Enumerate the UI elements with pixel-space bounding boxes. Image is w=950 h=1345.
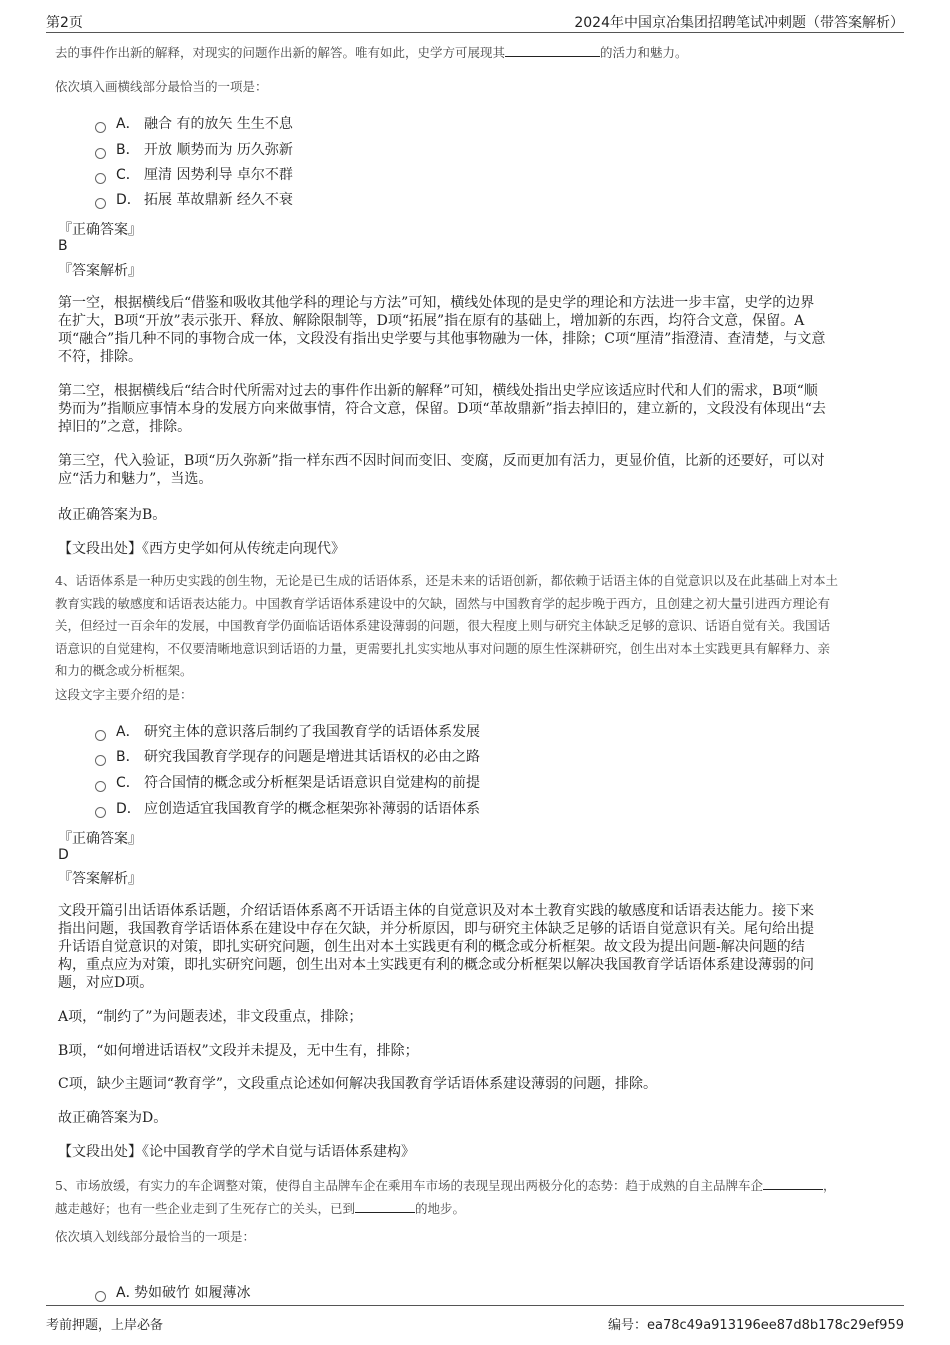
text-line: 项“融合”指几种不同的事物合成一体，文段没有指出史学要与其他事物融为一体，排除；C项“厘清”指澄清、查清楚，与文意 [58,331,826,347]
text-line: 4、话语体系是一种历史实践的创生物，无论是已生成的话语体系，还是未来的话语创新，都依赖于话语主体的自觉意识以及在此基础上对本土 [55,573,838,588]
option-text: 开放 顺势而为 历久弥新 [144,142,293,158]
text-line: 教育实践的敏感度和话语表达能力。中国教育学话语体系建设中的欠缺，固然与中国教育学的起步晚于西方，且创建之初大量引进西方理论有 [55,595,831,611]
text-line: 构，重点应为对策，即扎实研究问题，创生出对本土实践更有利的概念或分析框架以解决我国教育学话语体系建设薄弱的问 [58,957,814,973]
blank-line [505,44,600,57]
option-text: 融合 有的放矢 生生不息 [144,116,293,132]
text-line: 第一空，根据横线后“借鉴和吸收其他学科的理论与方法”可知，横线处体现的是史学的理论和方法进一步丰富，史学的边界 [58,295,815,311]
text-line: 关，但经过一百余年的发展，中国教育学仍面临话语体系建设薄弱的问题，很大程度上则与研究主体缺乏足够的意识、话语自觉有关。我国话 [55,618,831,633]
q4-stem [55,570,838,683]
q4-option-d[interactable] [95,799,480,819]
stem-text: 的地步。 [415,1200,466,1216]
document-title: 2024年中国京冶集团招聘笔试冲刺题（带答案解析） [574,15,904,31]
q3-option-b[interactable] [95,140,293,160]
option-letter: A． [116,116,140,132]
q3-source: 【文段出处】《西方史学如何从传统走向现代》 [58,541,345,557]
option-letter: C． [116,167,140,183]
stem-text: ， [822,1178,836,1193]
radio-icon[interactable] [95,198,106,209]
q3-conclusion: 故正确答案为B。 [58,507,167,523]
q3-tail-end: 的活力和魅力。 [600,45,688,60]
text-line [55,1198,835,1221]
q3-analysis-1 [58,294,825,366]
option-letter: B． [116,749,140,765]
radio-icon[interactable] [95,755,106,766]
text-line: 题，对应D项。 [58,975,154,991]
text-line: 语意识的自觉建构，不仅要清晰地意识到话语的力量，更需要扎扎实实地从事对问题的原生性深耕研究，创生出对本土实践更具有解释力、亲 [55,640,831,656]
q5-stem [55,1175,835,1220]
page-footer [46,1305,904,1334]
q3-analysis-2 [58,382,826,436]
q4-option-a-note: A项，“制约了”为问题表述，非文段重点，排除； [58,1009,363,1025]
text-line: 和力的概念或分析框架。 [55,663,193,678]
text-line: 不符，排除。 [58,349,142,365]
serial-label: 编号： [607,1318,647,1333]
radio-icon[interactable] [95,173,106,184]
option-text: 符合国情的概念或分析框架是话语意识自觉建构的前提 [144,775,480,791]
text-line: 文段开篇引出话语体系话题，介绍话语体系离不开话语主体的自觉意识及对本土教育实践的敏感度和话语表达能力。接下来 [58,903,814,919]
option-text: 势如破竹 如履薄冰 [134,1285,251,1301]
text-line: 第二空，根据横线后“结合时代所需对过去的事件作出新的解释”可知，横线处指出史学应该适应时代和人们的需求，B项“顺 [58,383,818,399]
option-letter: D． [116,801,141,817]
q3-analysis-3 [58,452,825,488]
option-letter: C． [116,775,140,791]
q4-conclusion: 故正确答案为D。 [58,1110,168,1126]
q4-answer-label: 『正确答案』 [58,831,142,847]
option-letter: D． [116,192,141,208]
radio-icon[interactable] [95,148,106,159]
radio-icon[interactable] [95,1291,106,1302]
radio-icon[interactable] [95,807,106,818]
text-line: 第三空，代入验证，B项“历久弥新”指一样东西不因时间而变旧、变腐，反而更加有活力，更显价值，比新的还要好，可以对 [58,453,825,469]
option-text: 研究我国教育学现存的问题是增进其话语权的必由之路 [144,749,480,765]
q3-answer: B [58,238,68,254]
q5-option-a[interactable] [95,1283,250,1303]
blank-line [763,1177,823,1190]
option-text: 拓展 革故鼎新 经久不衰 [144,192,293,208]
q4-option-b[interactable] [95,747,480,767]
option-letter: A． [116,724,140,740]
text-line: 势而为”指顺应事情本身的发展方向来做事情，符合文意，保留。D项“革故鼎新”指去掉旧的，建立新的，文段没有体现出“去 [58,401,826,417]
text-line: 升话语自觉意识的对策，即扎实研究问题，创生出对本土实践更有利的概念或分析框架。故文段为提出问题-解决问题的结 [58,939,805,955]
radio-icon[interactable] [95,122,106,133]
text-line: 指出问题，我国教育学话语体系在建设中存在欠缺，并分析原因，即与研究主体缺乏足够的话语自觉意识有关。尾句给出提 [58,921,814,937]
option-text: 厘清 因势利导 卓尔不群 [144,167,293,183]
stem-text: 越走越好；也有一些企业走到了生死存亡的关头，已到 [55,1200,356,1216]
q4-answer: D [58,847,69,863]
q3-option-c[interactable] [95,165,293,185]
page-header [46,10,904,33]
serial-value: ea78c49a913196ee87d8b178c29ef959 [647,1318,904,1333]
radio-icon[interactable] [95,781,106,792]
option-text: 应创造适宜我国教育学的概念框架弥补薄弱的话语体系 [144,801,480,817]
footer-serial [608,1314,904,1333]
option-letter: B． [116,142,140,158]
q5-prompt: 依次填入划线部分最恰当的一项是： [55,1229,256,1244]
q4-option-c-note: C项，缺少主题词“教育学”，文段重点论述如何解决我国教育学话语体系建设薄弱的问题，排除。 [58,1076,658,1092]
option-text: 研究主体的意识落后制约了我国教育学的话语体系发展 [144,724,480,740]
stem-text: 5、市场放缓，有实力的车企调整对策，使得自主品牌车企在乘用车市场的表现呈现出两极分化的态势：趋于成熟的自主品牌车企 [55,1178,763,1193]
q4-analysis [58,902,814,992]
text-line: 掉旧的”之意，排除。 [58,419,192,435]
page-number: 第2页 [46,15,83,31]
blank-line [355,1200,415,1213]
q4-analysis-label: 『答案解析』 [58,871,142,887]
text-line: 应“活力和魅力”，当选。 [58,471,213,487]
q4-option-c[interactable] [95,773,480,793]
q3-option-d[interactable] [95,190,293,210]
q3-tail-text: 去的事件作出新的解释，对现实的问题作出新的解答。唯有如此，史学方可展现其 [55,45,506,60]
q4-option-b-note: B项，“如何增进话语权”文段并未提及，无中生有，排除； [58,1043,419,1059]
q3-analysis-label: 『答案解析』 [58,263,142,279]
q3-answer-label: 『正确答案』 [58,222,142,238]
q3-stem-tail [55,42,688,65]
q3-prompt: 依次填入画横线部分最恰当的一项是： [55,79,268,94]
q3-option-a[interactable] [95,114,293,134]
text-line: 在扩大，B项“开放”表示张开、释放、解除限制等，D项“拓展”指在原有的基础上，增加新的东西，均符合文意，保留。A [58,313,805,329]
q4-option-a[interactable] [95,722,480,742]
q4-source: 【文段出处】《论中国教育学的学术自觉与话语体系建构》 [58,1144,415,1160]
q4-prompt: 这段文字主要介绍的是： [55,687,193,702]
text-line [55,1175,835,1198]
radio-icon[interactable] [95,730,106,741]
footer-slogan: 考前押题，上岸必备 [46,1318,164,1333]
option-letter: A． [116,1285,140,1301]
